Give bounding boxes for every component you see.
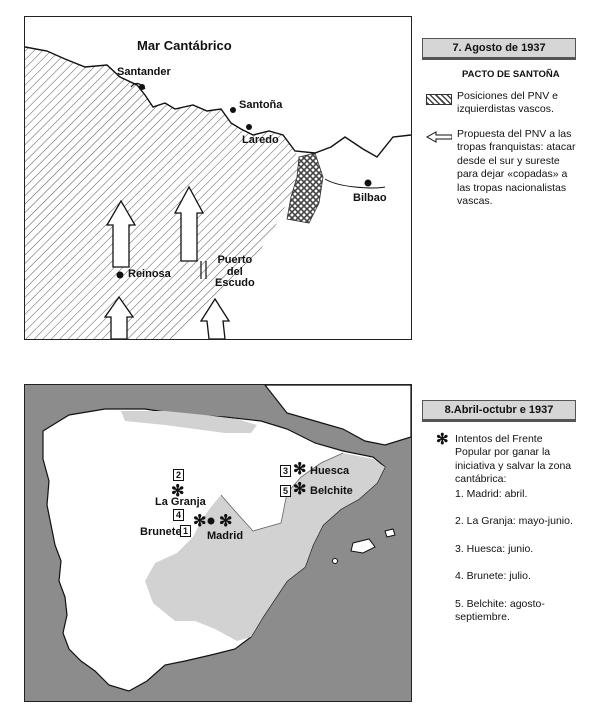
map-number-2: 2: [173, 469, 184, 481]
label-huesca: Huesca: [310, 465, 350, 477]
map-santona: [24, 16, 412, 340]
legend-intro: Intentos del Frente Popular por ganar la iniciativa y salvar la zona cantábrica:: [455, 433, 572, 486]
label-santona: Santoña: [239, 99, 283, 111]
map-number-5: 5: [280, 485, 291, 497]
list-item: 5. Belchite: agosto-septiembre.: [455, 597, 545, 624]
city-dot-laredo: [246, 124, 252, 130]
legend-pnv-proposal: Propuesta del PNV a las tropas franquistas: atacar desde el sur y sureste para dejar «copadas» a las tropas nacionalistas vascas.: [457, 128, 576, 208]
city-dot-madrid: [208, 518, 215, 525]
hollow-arrow-icon: [426, 131, 452, 143]
city-dot-santander: [139, 84, 145, 90]
map1-subtitle: PACTO DE SANTOÑA: [462, 69, 560, 80]
map-number-3: 3: [280, 465, 291, 477]
label-belchite: Belchite: [310, 485, 353, 497]
sea-label: Mar Cantábrico: [137, 38, 232, 53]
city-dot-reinosa: [117, 272, 124, 279]
list-item: 4. Brunete: julio.: [455, 570, 531, 583]
label-reinosa: Reinosa: [128, 268, 171, 280]
map2-title: 8.Abril-octubr e 1937: [422, 400, 576, 422]
city-dot-bilbao: [365, 180, 372, 187]
legend-list: [455, 488, 580, 639]
city-dot-santona: [230, 107, 236, 113]
asterisk-icon: ✻: [219, 513, 233, 530]
label-madrid: Madrid: [207, 530, 244, 542]
crosshatch-swatch-icon: [426, 94, 452, 105]
map2-svg: [25, 385, 411, 701]
map1-title: 7. Agosto de 1937: [422, 38, 576, 60]
label-la-granja: La Granja: [155, 496, 206, 508]
map-number-4: 4: [173, 509, 184, 521]
list-item: 2. La Granja: mayo-junio.: [455, 515, 573, 528]
list-item: 3. Huesca: junio.: [455, 542, 534, 555]
asterisk-icon: ✻: [293, 461, 307, 478]
legend-pnv-positions: Posiciones del PNV e izquierdistas vascos.: [457, 90, 558, 116]
label-puerto-escudo: Puerto del Escudo: [215, 254, 255, 290]
asterisk-icon: ✻: [436, 431, 449, 448]
label-bilbao: Bilbao: [353, 192, 387, 204]
list-item: 1. Madrid: abril.: [455, 488, 528, 500]
asterisk-icon: ✻: [293, 481, 307, 498]
map1-svg: [25, 17, 411, 339]
asterisk-icon: ✻: [171, 483, 185, 500]
label-santander: Santander: [117, 66, 171, 78]
map-number-1: 1: [180, 525, 191, 537]
asterisk-icon: ✻: [193, 513, 207, 530]
label-laredo: Laredo: [242, 134, 279, 146]
map-spain: [24, 384, 412, 702]
label-brunete: Brunete: [140, 526, 182, 538]
